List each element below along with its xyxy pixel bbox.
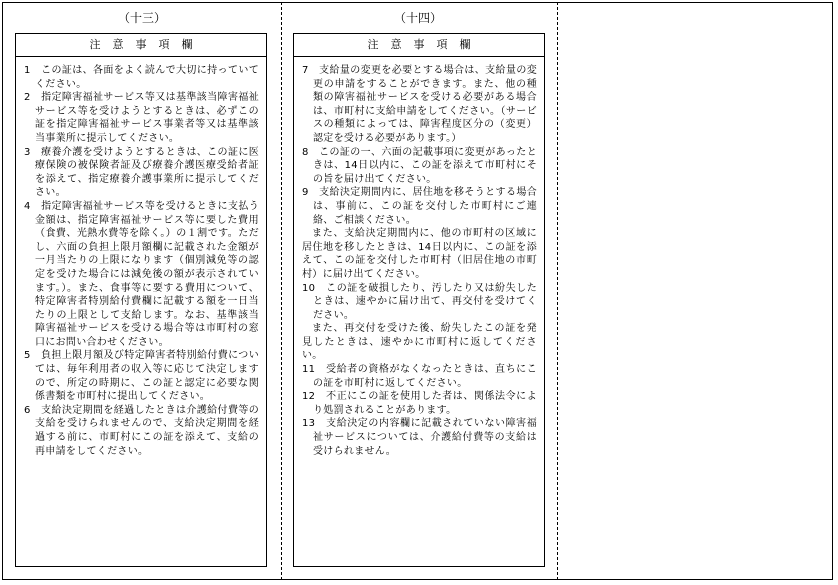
note-item-2: 2 指定障害福祉サービス等又は基準該当障害福祉サービス等を受けようとするときは、必ずこの証を指定障害福祉サービス事業者等又は基準該当事業所に提示してください。: [24, 92, 259, 144]
note-item-7: 7 支給量の変更を必要とする場合は、支給量の変更の申請をすることができます。また、他の種類の障害福祉サービスを受ける必要がある場合は、市町村に支給申請をしてください。（サービスの種類によっては、障害程度区分の（変更）認定を受ける必要があります。）: [302, 65, 537, 144]
page-number-13: （十三）: [117, 11, 166, 25]
panel-header: 注意事項欄: [294, 34, 544, 57]
note-item-6: 6 支給決定期間を経過したときは介護給付費等の支給を受けられませんので、支給決定期間を経過する前に、市町村にこの証を添えて、支給の再申請をしてください。: [24, 404, 259, 457]
note-item-9-sub: また、支給決定期間内に、他の市町村の区域に居住地を移したときは、14日以内に、この証を添えて、この証を交付した市町村（旧居住地の市町村）に届け出てください。: [302, 228, 537, 280]
divider-right: [557, 2, 558, 580]
notes-panel-14: [293, 33, 545, 567]
notes-panel-13: [15, 33, 267, 567]
panel-header: 注意事項欄: [16, 34, 266, 57]
note-item-1: 1 この証は、各面をよく読んで大切に持っていてください。: [24, 65, 259, 90]
note-item-4: 4 指定障害福祉サービス等を受けるときに支払う金額は、指定障害福祉サービス等に要した費用（食費、光熱水費等を除く。）の１割です。ただし、六面の負担上限月額欄に記載された金額が一月当たりの上限になります（個別減免等の認定を受けた場合には減免後の額が表示されています。）。また、食事等に要する費用について、特定障害者特別給付費欄に記載する額を一日当たりの上限として支給します。なお、基準該当障害福祉サービスを受ける場合等は市町村の窓口にお問い合わせください。: [24, 200, 259, 348]
page-number-14: （十四）: [393, 11, 442, 25]
note-item-8: 8 この証の一、六面の記載事項に変更があったときは、14日以内に、この証を添えて市町村にその旨を届け出てください。: [302, 146, 537, 185]
notes-list: [16, 57, 266, 458]
note-item-9: 9 支給決定期間内に、居住地を移そうとする場合は、事前に、この証を交付した市町村にご連絡、ご相談ください。: [302, 187, 537, 226]
divider-left: [281, 2, 282, 580]
notes-list: [294, 57, 544, 458]
note-item-12: 12 不正にこの証を使用した者は、関係法令により処罰されることがあります。: [302, 391, 537, 416]
note-item-10-sub: また、再交付を受けた後、紛失したこの証を発見したときは、速やかに市町村に返してください。: [302, 323, 537, 362]
note-item-10: 10 この証を破損したり、汚したり又は紛失したときは、速やかに届け出て、再交付を受けてください。: [302, 282, 537, 321]
note-item-11: 11 受給者の資格がなくなったときは、直ちにこの証を市町村に返してください。: [302, 364, 537, 389]
note-item-3: 3 療養介護を受けようとするときは、この証に医療保険の被保険者証及び療養介護医療受給者証を添えて、指定療養介護事業所に提示してください。: [24, 146, 259, 199]
note-item-13: 13 支給決定の内容欄に記載されていない障害福祉サービスについては、介護給付費等の支給は受けられません。: [302, 418, 537, 457]
note-item-5: 5 負担上限月額及び特定障害者特別給付費については、毎年利用者の収入等に応じて決定しますので、所定の時期に、この証と認定に必要な関係書類を市町村に提出してください。: [24, 350, 259, 403]
